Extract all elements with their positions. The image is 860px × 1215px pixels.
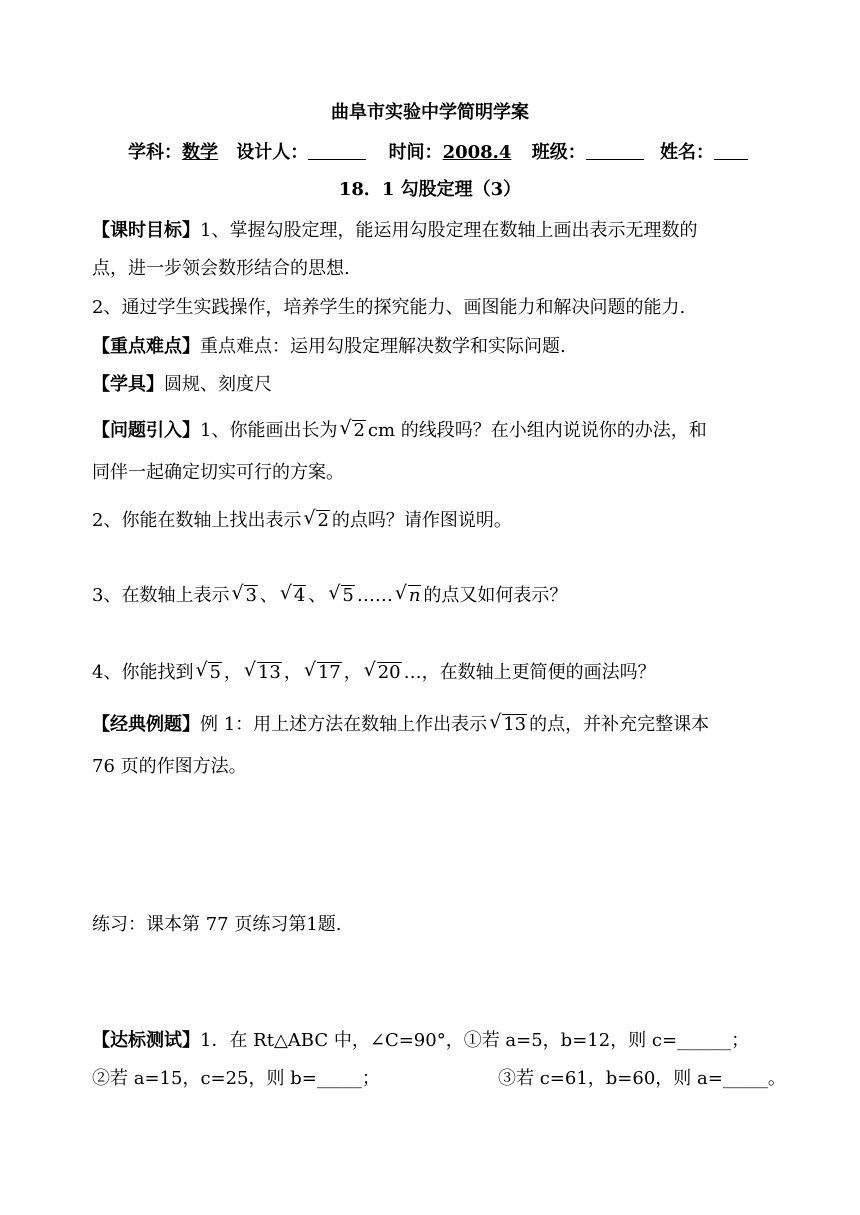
name-blank[interactable] xyxy=(714,141,748,160)
meta-row xyxy=(128,141,748,165)
example-label: 【经典例题】 xyxy=(92,714,200,735)
name-label: 姓名： xyxy=(660,142,715,163)
subject-label: 学科： xyxy=(128,142,182,163)
time-label: 时间： xyxy=(388,142,443,163)
intro-q4-b: …，在数轴上更简便的画法吗？ xyxy=(403,662,656,683)
sqrt-n: √ n xyxy=(394,582,421,606)
test-line-1 xyxy=(92,1029,749,1053)
intro-q1-b: cm 的线段吗？在小组内说说你的办法，和 xyxy=(367,420,707,441)
goals-line-2: 点，进一步领会数形结合的思想. xyxy=(92,258,350,279)
lesson-title: 18．1 勾股定理（3） xyxy=(338,179,522,200)
class-label: 班级： xyxy=(531,142,586,163)
sqrt-4: √ 4 xyxy=(279,582,306,606)
class-blank[interactable] xyxy=(586,141,644,160)
example-a: 例 1：用上述方法在数轴上作出表示 xyxy=(200,714,488,735)
sqrt-3: √ 3 xyxy=(231,582,257,606)
practice: 练习：课本第 77 页练习第1题. xyxy=(92,914,342,935)
subject-value: 数学 xyxy=(182,142,218,163)
intro-q2-a: 2、你能在数轴上找出表示 xyxy=(92,510,302,531)
comma: ， xyxy=(283,662,302,683)
sqrt-13: √ 13 xyxy=(489,711,527,735)
key-points xyxy=(92,335,566,359)
intro-q2-b: 的点吗？请作图说明。 xyxy=(331,510,512,531)
dots: …… xyxy=(356,585,393,606)
example-line-2: 76 页的作图方法。 xyxy=(92,756,247,777)
sqrt-5: √ 5 xyxy=(195,659,221,683)
test-line-2b: ③若 c=61，b=60，则 a=_____。 xyxy=(498,1068,786,1089)
sep: 、 xyxy=(259,585,278,606)
tools xyxy=(92,373,272,397)
sqrt-5: √ 5 xyxy=(328,582,354,606)
page-title: 曲阜市实验中学简明学案 xyxy=(331,102,529,123)
time-value: 2008.4 xyxy=(442,142,512,163)
intro-q1 xyxy=(92,419,707,443)
intro-q4-a: 4、你能找到 xyxy=(92,662,194,683)
designer-label: 设计人： xyxy=(236,142,309,163)
comma: ， xyxy=(223,662,242,683)
sqrt-2: √ 2 xyxy=(339,417,365,441)
intro-label: 【问题引入】 xyxy=(92,420,200,441)
test-line-2a: ②若 a=15，c=25，则 b=_____； xyxy=(92,1068,380,1089)
test-text-1: 1．在 Rt△ABC 中，∠C=90°，①若 a=5，b=12，则 c=______； xyxy=(200,1030,750,1051)
intro-q4 xyxy=(92,661,656,685)
sqrt-17: √ 17 xyxy=(303,659,341,683)
intro-q2 xyxy=(92,509,512,533)
sqrt-2: √ 2 xyxy=(303,507,329,531)
example-b: 的点，并补充完整课本 xyxy=(529,714,710,735)
designer-blank[interactable] xyxy=(308,141,366,160)
sqrt-20: √ 20 xyxy=(363,659,401,683)
comma: ， xyxy=(343,662,362,683)
goals-line-1 xyxy=(92,219,697,243)
intro-q1-a: 1、你能画出长为 xyxy=(200,420,338,441)
tools-label: 【学具】 xyxy=(92,374,164,395)
goals-label: 【课时目标】 xyxy=(92,220,200,241)
goals-line-3: 2、通过学生实践操作，培养学生的探究能力、画图能力和解决问题的能力. xyxy=(92,297,686,318)
key-points-text: 重点难点：运用勾股定理解决数学和实际问题. xyxy=(200,336,566,357)
intro-q3 xyxy=(92,584,567,608)
sep: 、 xyxy=(308,585,327,606)
intro-q3-a: 3、在数轴上表示 xyxy=(92,585,230,606)
goals-text-1: 1、掌握勾股定理，能运用勾股定理在数轴上画出表示无理数的 xyxy=(200,220,698,241)
example-line-1 xyxy=(92,713,709,737)
sqrt-13: √ 13 xyxy=(243,659,281,683)
tools-text: 圆规、刻度尺 xyxy=(164,374,272,395)
key-points-label: 【重点难点】 xyxy=(92,336,200,357)
intro-q3-b: 的点又如何表示？ xyxy=(423,585,568,606)
intro-q1-line-2: 同伴一起确定切实可行的方案。 xyxy=(92,462,344,483)
test-label: 【达标测试】 xyxy=(92,1030,200,1051)
